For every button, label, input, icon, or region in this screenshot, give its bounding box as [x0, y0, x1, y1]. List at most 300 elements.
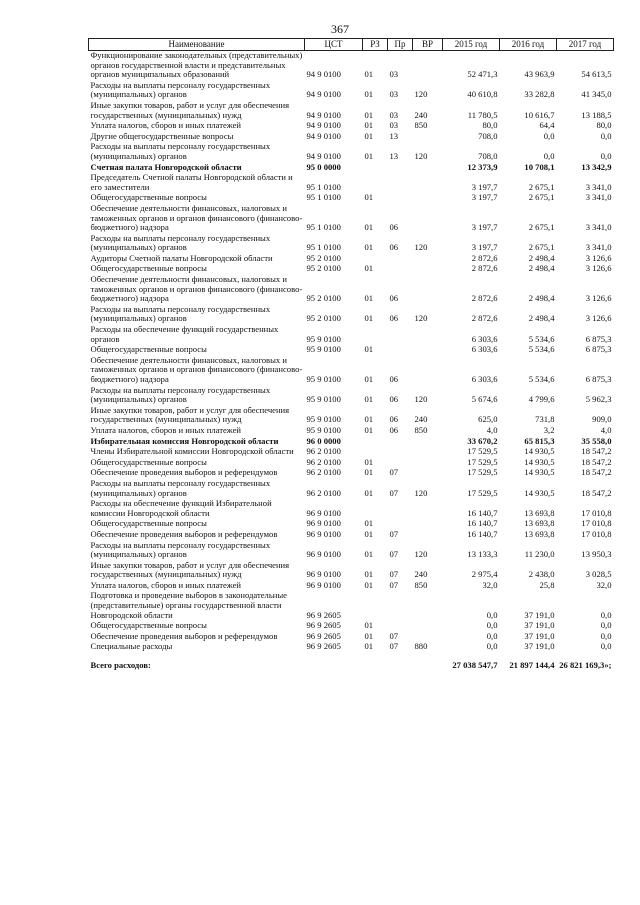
cell-2016: 14 930,5 [524, 446, 555, 457]
cell-pr: 06 [389, 222, 399, 233]
cell-name: Функционирование законодательных (представительных) органов государственной власти и представительных органов муниципальных образований [90, 50, 303, 80]
cell-pr: 07 [389, 641, 399, 652]
cell-vr [413, 325, 443, 345]
table-row [89, 642, 614, 653]
cell-vr [413, 51, 443, 81]
cell-2015: 708,0 [478, 150, 498, 161]
table-row [89, 356, 614, 386]
cell-rz [363, 325, 388, 345]
header-pr: Пр [388, 39, 413, 51]
cell-2017: 35 558,0 [581, 435, 612, 446]
cell-rz [363, 163, 388, 174]
cell-name: Обеспечение проведения выборов и референдумов [90, 467, 278, 478]
cell-pr: 07 [389, 569, 399, 580]
cell-2017: 3 126,6 [585, 293, 612, 304]
cell-vr: 240 [414, 109, 428, 120]
cell-rz: 01 [364, 518, 374, 529]
table-row [89, 81, 614, 101]
cell-2017: 17 010,8 [581, 528, 612, 539]
cell-rz: 01 [364, 109, 374, 120]
cell-2016: 25,8 [539, 579, 555, 590]
cell-vr [413, 275, 443, 305]
total-2017: 26 821 169,3»; [559, 660, 612, 671]
cell-vr [413, 458, 443, 469]
cell-2016: 5 534,6 [528, 333, 555, 344]
cell-rz: 01 [364, 313, 374, 324]
cell-2015: 2 872,6 [471, 263, 498, 274]
cell-2017: 0,0 [600, 641, 612, 652]
cell-2017: 18 547,2 [581, 467, 612, 478]
cell-vr: 240 [414, 569, 428, 580]
cell-name: Расходы на обеспечение функций Избирательной комиссии Новгородской области [90, 498, 272, 518]
cell-pr: 06 [389, 424, 399, 435]
cell-2017: 41 345,0 [581, 89, 612, 100]
cell-cst: 95 2 0100 [306, 313, 341, 324]
table-row [89, 561, 614, 581]
header-cst: ЦСТ [305, 39, 363, 51]
cell-2015: 0,0 [486, 609, 498, 620]
cell-pr: 06 [389, 293, 399, 304]
cell-cst: 95 1 0100 [306, 192, 341, 203]
table-row [89, 406, 614, 426]
cell-vr: 850 [414, 579, 428, 590]
cell-pr [388, 193, 413, 204]
cell-2017: 3 341,0 [585, 192, 612, 203]
cell-vr [413, 264, 443, 275]
cell-2017: 3 341,0 [585, 242, 612, 253]
cell-name: Расходы на обеспечение функций государственных органов [90, 324, 279, 344]
cell-name: Обеспечение деятельности финансовых, налоговых и таможенных органов и органов финансового (финансово-бюджетного) надзора [90, 354, 303, 384]
cell-rz: 01 [364, 549, 374, 560]
cell-cst: 96 9 0100 [306, 528, 341, 539]
cell-2015: 0,0 [486, 641, 498, 652]
cell-2015: 4,0 [486, 424, 498, 435]
cell-vr: 120 [414, 313, 428, 324]
expenditure-table [88, 38, 614, 671]
cell-2015: 16 140,7 [467, 507, 498, 518]
cell-2016: 13 693,8 [524, 507, 555, 518]
cell-name: Общегосударственные вопросы [90, 456, 207, 467]
cell-vr [413, 356, 443, 386]
cell-cst: 96 9 0100 [306, 579, 341, 590]
cell-vr: 850 [414, 424, 428, 435]
cell-2016: 64,4 [539, 120, 555, 131]
cell-pr: 07 [389, 467, 399, 478]
cell-2015: 40 610,8 [467, 89, 498, 100]
cell-pr: 06 [389, 414, 399, 425]
cell-2017: 80,0 [596, 120, 612, 131]
cell-vr [413, 204, 443, 234]
cell-name: Иные закупки товаров, работ и услуг для обеспечения государственных (муниципальных) нужд [90, 99, 290, 120]
cell-name: Уплата налогов, сборов и иных платежей [90, 120, 242, 131]
cell-2015: 2 872,6 [471, 252, 498, 263]
cell-pr: 06 [389, 313, 399, 324]
cell-2015: 16 140,7 [467, 518, 498, 529]
cell-name: Расходы на выплаты персоналу государственных (муниципальных) органов [90, 79, 271, 100]
cell-2017: 3 126,6 [585, 252, 612, 263]
cell-2016: 5 534,6 [528, 344, 555, 355]
cell-pr [388, 325, 413, 345]
cell-cst: 94 9 0100 [306, 89, 341, 100]
total-row [89, 653, 614, 671]
cell-cst: 95 2 0100 [306, 263, 341, 274]
cell-cst: 96 9 0100 [306, 518, 341, 529]
cell-2016: 10 708,1 [524, 161, 555, 172]
cell-name: Обеспечение деятельности финансовых, налоговых и таможенных органов и органов финансового (финансово-бюджетного) надзора [90, 274, 303, 304]
cell-2015: 32,0 [482, 579, 498, 590]
cell-2015: 3 197,7 [471, 222, 498, 233]
cell-pr: 06 [389, 242, 399, 253]
cell-cst: 95 9 0100 [306, 414, 341, 425]
cell-cst: 96 2 0100 [306, 446, 341, 457]
header-name: Наименование [89, 39, 305, 51]
cell-2016: 13 693,8 [524, 518, 555, 529]
cell-pr [388, 163, 413, 174]
header-vr: ВР [413, 39, 443, 51]
cell-cst: 95 0 0000 [306, 161, 341, 172]
cell-2016: 11 230,0 [524, 549, 555, 560]
cell-2017: 0,0 [600, 150, 612, 161]
cell-name: Расходы на выплаты персоналу государственных (муниципальных) органов [90, 303, 271, 324]
page-number: 367 [331, 22, 349, 36]
cell-rz: 01 [364, 374, 374, 384]
table-row [89, 275, 614, 305]
cell-2017: 3 341,0 [585, 181, 612, 192]
cell-pr: 07 [389, 487, 399, 498]
cell-2017: 909,0 [592, 414, 612, 425]
table-row [89, 325, 614, 345]
cell-pr: 13 [389, 150, 399, 161]
cell-vr: 120 [414, 242, 428, 253]
cell-2015: 6 303,6 [471, 344, 498, 355]
cell-2016: 43 963,9 [524, 69, 555, 80]
cell-cst: 95 9 0100 [306, 374, 341, 384]
cell-2016: 37 191,0 [524, 641, 555, 652]
header-2017: 2017 год [557, 39, 614, 51]
cell-vr: 850 [414, 120, 428, 131]
cell-2017: 3 341,0 [585, 222, 612, 233]
cell-rz: 01 [364, 630, 374, 641]
cell-cst: 94 9 0100 [306, 130, 341, 141]
cell-pr [388, 437, 413, 448]
cell-2016: 65 815,3 [524, 435, 555, 446]
table-row [89, 426, 614, 437]
cell-2017: 0,0 [600, 609, 612, 620]
cell-name: Обеспечение проведения выборов и референдумов [90, 528, 278, 539]
cell-vr [413, 468, 443, 479]
cell-2017: 4,0 [600, 424, 612, 435]
cell-pr [388, 173, 413, 193]
cell-vr [413, 530, 443, 541]
cell-2015: 13 133,3 [467, 549, 498, 560]
total-2015: 27 038 547,7 [452, 660, 498, 671]
cell-rz [363, 499, 388, 519]
cell-2017: 6 875,3 [585, 344, 612, 355]
cell-pr [388, 345, 413, 356]
cell-rz: 01 [364, 293, 374, 304]
cell-vr [413, 591, 443, 621]
table-row [89, 479, 614, 499]
cell-cst: 95 9 0100 [306, 394, 341, 405]
cell-2016: 4 799,6 [528, 394, 555, 405]
cell-cst: 95 2 0100 [306, 293, 341, 304]
cell-name: Общегосударственные вопросы [90, 620, 207, 631]
cell-cst: 96 9 0100 [306, 507, 341, 518]
cell-pr [388, 447, 413, 458]
cell-2015: 52 471,3 [467, 69, 498, 80]
cell-rz: 01 [364, 487, 374, 498]
cell-rz: 01 [364, 69, 374, 80]
cell-cst: 94 9 0100 [306, 120, 341, 131]
cell-cst: 94 9 0100 [306, 109, 341, 120]
cell-cst: 96 9 2605 [306, 609, 341, 620]
cell-2015: 0,0 [486, 620, 498, 631]
cell-rz: 01 [364, 263, 374, 274]
cell-2016: 2 498,4 [528, 313, 555, 324]
cell-vr [413, 163, 443, 174]
cell-rz: 01 [364, 130, 374, 141]
cell-2015: 2 872,6 [471, 293, 498, 304]
cell-2016: 2 498,4 [528, 293, 555, 304]
cell-2016: 0,0 [543, 130, 555, 141]
cell-name: Специальные расходы [90, 641, 173, 652]
cell-rz: 01 [364, 528, 374, 539]
cell-2015: 17 529,5 [467, 487, 498, 498]
cell-2016: 2 498,4 [528, 263, 555, 274]
cell-cst: 95 2 0100 [306, 252, 341, 263]
table-header-row [89, 39, 614, 51]
cell-name: Председатель Счетной палаты Новгородской области и его заместители [90, 172, 293, 192]
header-rz: РЗ [363, 39, 388, 51]
cell-rz: 01 [364, 120, 374, 131]
cell-2017: 17 010,8 [581, 507, 612, 518]
table-row [89, 173, 614, 193]
header-2016: 2016 год [500, 39, 557, 51]
cell-vr [413, 437, 443, 448]
cell-name: Подготовка и проведение выборов в законодательные (представительные) органы государственной власти Новгородской области [90, 590, 287, 620]
cell-2015: 33 670,2 [467, 435, 498, 446]
cell-pr [388, 499, 413, 519]
cell-vr: 120 [414, 150, 428, 161]
cell-rz [363, 591, 388, 621]
cell-name: Общегосударственные вопросы [90, 192, 207, 203]
cell-rz: 01 [364, 150, 374, 161]
cell-name: Уплата налогов, сборов и иных платежей [90, 579, 242, 590]
cell-2016: 37 191,0 [524, 630, 555, 641]
cell-2016: 2 498,4 [528, 252, 555, 263]
cell-pr: 03 [389, 69, 399, 80]
cell-vr [413, 173, 443, 193]
cell-cst: 95 9 0100 [306, 333, 341, 344]
cell-vr [413, 499, 443, 519]
cell-2017: 54 613,5 [581, 69, 612, 80]
cell-name: Уплата налогов, сборов и иных платежей [90, 424, 242, 435]
cell-vr: 120 [414, 549, 428, 560]
cell-2016: 14 930,5 [524, 456, 555, 467]
cell-rz: 01 [364, 620, 374, 631]
cell-name: Другие общегосударственные вопросы [90, 130, 234, 141]
cell-2016: 10 616,7 [524, 109, 555, 120]
cell-pr: 07 [389, 579, 399, 590]
cell-2017: 6 875,3 [585, 374, 612, 384]
cell-2016: 731,8 [535, 414, 555, 425]
table-row [89, 51, 614, 81]
table-row [89, 386, 614, 406]
cell-pr: 03 [389, 120, 399, 131]
cell-2017: 0,0 [600, 130, 612, 141]
cell-name: Общегосударственные вопросы [90, 344, 207, 355]
cell-vr [413, 447, 443, 458]
cell-2016: 0,0 [543, 150, 555, 161]
cell-cst: 94 9 0100 [306, 69, 341, 80]
cell-name: Расходы на выплаты персоналу государственных (муниципальных) органов [90, 539, 271, 560]
table-row [89, 204, 614, 234]
cell-rz: 01 [364, 414, 374, 425]
cell-2015: 17 529,5 [467, 446, 498, 457]
table-row [89, 530, 614, 541]
cell-vr [413, 621, 443, 632]
cell-cst: 95 1 0100 [306, 242, 341, 253]
cell-name: Обеспечение проведения выборов и референдумов [90, 630, 278, 641]
cell-rz: 01 [364, 89, 374, 100]
cell-2017: 13 342,9 [581, 161, 612, 172]
cell-2016: 2 438,0 [528, 569, 555, 580]
cell-pr: 03 [389, 109, 399, 120]
table-body [89, 51, 614, 654]
table-row [89, 142, 614, 162]
cell-2016: 3,2 [543, 424, 555, 435]
cell-2017: 18 547,2 [581, 487, 612, 498]
cell-name: Избирательная комиссия Новгородской области [90, 435, 279, 446]
cell-name: Расходы на выплаты персоналу государственных (муниципальных) органов [90, 141, 271, 161]
cell-rz: 01 [364, 579, 374, 590]
cell-2015: 6 303,6 [471, 333, 498, 344]
cell-cst: 96 9 0100 [306, 569, 341, 580]
cell-2015: 0,0 [486, 630, 498, 641]
cell-pr: 06 [389, 374, 399, 384]
cell-2016: 14 930,5 [524, 487, 555, 498]
cell-2017: 17 010,8 [581, 518, 612, 529]
cell-pr: 07 [389, 549, 399, 560]
cell-2015: 3 197,7 [471, 242, 498, 253]
cell-2015: 625,0 [478, 414, 498, 425]
cell-2017: 3 028,5 [585, 569, 612, 580]
cell-rz: 01 [364, 641, 374, 652]
total-2016: 21 897 144,4 [509, 660, 555, 671]
cell-2017: 5 962,3 [585, 394, 612, 405]
cell-2015: 11 780,5 [467, 109, 498, 120]
cell-pr: 07 [389, 630, 399, 641]
cell-2015: 80,0 [482, 120, 498, 131]
cell-2015: 3 197,7 [471, 192, 498, 203]
cell-name: Расходы на выплаты персоналу государственных (муниципальных) органов [90, 384, 271, 405]
cell-2017: 18 547,2 [581, 456, 612, 467]
cell-2015: 12 373,9 [467, 161, 498, 172]
cell-rz [363, 173, 388, 193]
cell-vr: 120 [414, 487, 428, 498]
table-row [89, 541, 614, 561]
cell-2015: 16 140,7 [467, 528, 498, 539]
cell-vr: 240 [414, 414, 428, 425]
table-row [89, 101, 614, 121]
cell-2015: 2 872,6 [471, 313, 498, 324]
cell-vr: 120 [414, 89, 428, 100]
cell-name: Общегосударственные вопросы [90, 263, 207, 274]
cell-2015: 6 303,6 [471, 374, 498, 384]
cell-name: Обеспечение деятельности финансовых, налоговых и таможенных органов и органов финансового (финансово-бюджетного) надзора [90, 202, 303, 233]
cell-vr: 880 [414, 641, 428, 652]
cell-rz: 01 [364, 394, 374, 405]
cell-rz: 01 [364, 222, 374, 233]
cell-name: Счетная палата Новгородской области [90, 161, 242, 172]
cell-cst: 96 2 0100 [306, 456, 341, 467]
cell-name: Иные закупки товаров, работ и услуг для обеспечения государственных (муниципальных) нужд [90, 559, 290, 580]
table-row [89, 234, 614, 254]
cell-2015: 17 529,5 [467, 467, 498, 478]
table-row [89, 591, 614, 621]
cell-2016: 2 675,1 [528, 242, 555, 253]
cell-name: Общегосударственные вопросы [90, 518, 207, 529]
cell-cst: 96 0 0000 [306, 435, 341, 446]
cell-2017: 0,0 [600, 630, 612, 641]
cell-name: Расходы на выплаты персоналу государственных (муниципальных) органов [90, 477, 271, 498]
table-row [89, 305, 614, 325]
total-label: Всего расходов: [90, 660, 151, 671]
cell-2016: 2 675,1 [528, 222, 555, 233]
cell-name: Члены Избирательной комиссии Новгородской области [90, 446, 294, 457]
cell-2015: 708,0 [478, 130, 498, 141]
cell-pr [388, 591, 413, 621]
cell-2015: 17 529,5 [467, 456, 498, 467]
cell-2017: 18 547,2 [581, 446, 612, 457]
cell-2016: 33 282,8 [524, 89, 555, 100]
cell-name: Расходы на выплаты персоналу государственных (муниципальных) органов [90, 232, 271, 253]
cell-2016: 37 191,0 [524, 620, 555, 631]
header-2015: 2015 год [443, 39, 500, 51]
cell-rz: 01 [364, 456, 374, 467]
cell-pr: 07 [389, 528, 399, 539]
cell-2015: 5 674,6 [471, 394, 498, 405]
cell-2016: 2 675,1 [528, 192, 555, 203]
cell-2017: 0,0 [600, 620, 612, 631]
cell-2016: 2 675,1 [528, 181, 555, 192]
cell-vr [413, 132, 443, 143]
cell-2016: 5 534,6 [528, 374, 555, 384]
cell-rz: 01 [364, 192, 374, 203]
cell-cst: 94 9 0100 [306, 150, 341, 161]
cell-cst: 96 9 0100 [306, 549, 341, 560]
cell-cst: 96 9 2605 [306, 641, 341, 652]
cell-cst: 95 1 0100 [306, 181, 341, 192]
cell-cst: 95 9 0100 [306, 424, 341, 435]
cell-rz: 01 [364, 242, 374, 253]
cell-2017: 3 126,6 [585, 263, 612, 274]
table-row [89, 499, 614, 519]
cell-2016: 37 191,0 [524, 609, 555, 620]
cell-cst: 96 9 2605 [306, 630, 341, 641]
cell-2017: 6 875,3 [585, 333, 612, 344]
cell-pr: 06 [389, 394, 399, 405]
cell-vr [413, 193, 443, 204]
cell-2015: 2 975,4 [471, 569, 498, 580]
cell-name: Аудиторы Счетной палаты Новгородской области [90, 252, 273, 263]
cell-rz: 01 [364, 467, 374, 478]
cell-2016: 13 693,8 [524, 528, 555, 539]
cell-2017: 32,0 [596, 579, 612, 590]
cell-rz [363, 437, 388, 448]
cell-2015: 3 197,7 [471, 181, 498, 192]
cell-2017: 3 126,6 [585, 313, 612, 324]
